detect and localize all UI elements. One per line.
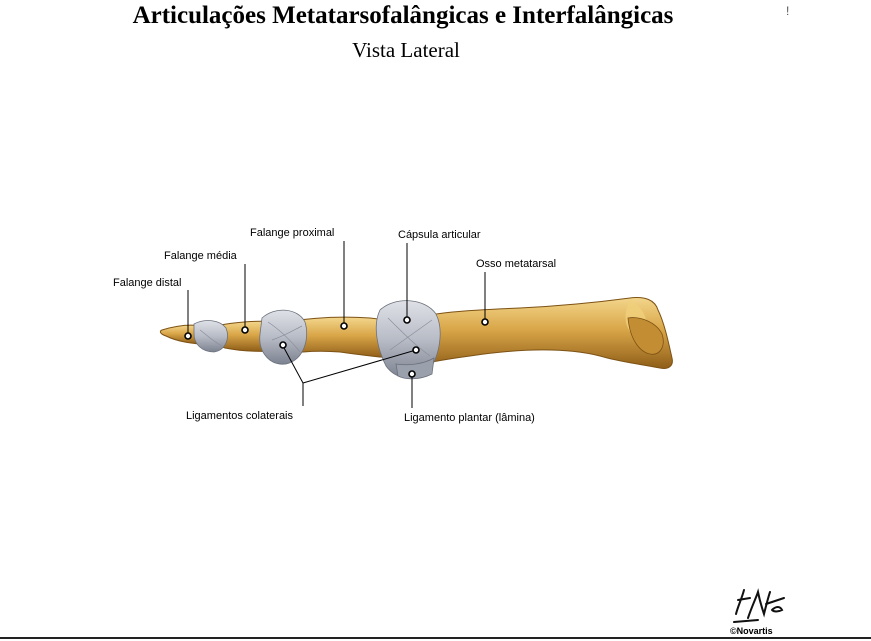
label-osso-metatarsal: Osso metatarsal <box>476 258 557 270</box>
dot-osso <box>482 319 488 325</box>
label-ligamento-plantar: Ligamento plantar (lâmina) <box>404 412 535 424</box>
dot-colat-a <box>280 342 286 348</box>
corner-mark: ! <box>786 4 790 18</box>
dot-distal <box>185 333 191 339</box>
diagram-subtitle: Vista Lateral <box>352 38 460 62</box>
pip-joint-capsule <box>260 310 307 364</box>
label-falange-proximal: Falange proximal <box>250 227 335 239</box>
dot-colat-b <box>413 347 419 353</box>
diagram-title: Articulações Metatarsofalângicas e Interfalângicas <box>132 2 674 29</box>
dot-proximal <box>341 323 347 329</box>
dot-capsula <box>404 317 410 323</box>
copyright-novartis: ©Novartis <box>730 626 773 636</box>
netter-signature <box>728 584 788 626</box>
dot-media <box>242 327 248 333</box>
dip-joint-capsule <box>194 321 228 352</box>
label-capsula-articular: Cápsula articular <box>398 229 481 241</box>
bottom-rule <box>0 637 871 639</box>
dot-plantar <box>409 371 415 377</box>
label-ligamentos-colaterais: Ligamentos colaterais <box>186 410 294 422</box>
label-falange-distal: Falange distal <box>113 277 182 289</box>
label-falange-media: Falange média <box>164 250 237 262</box>
